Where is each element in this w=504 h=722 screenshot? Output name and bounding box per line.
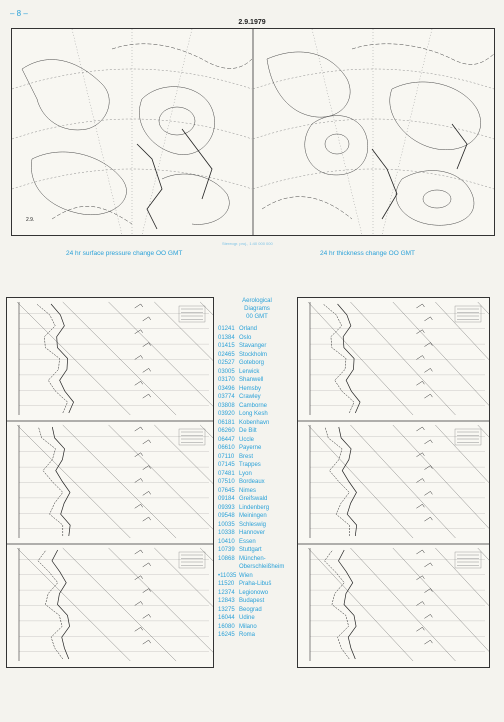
issue-date: 2.9.1979 (238, 19, 266, 26)
station-code: 09393 (218, 504, 235, 511)
station-name: Lindenberg (239, 504, 270, 511)
station-name: Orland (239, 326, 258, 332)
station-row (218, 623, 296, 632)
station-name: Schleswig (239, 521, 267, 528)
station-name: Budapest (239, 598, 265, 604)
station-row (218, 461, 296, 470)
station-name: Crawley (239, 394, 261, 400)
station-code: 06447 (218, 436, 235, 443)
station-row (218, 487, 296, 496)
station-name: Roma (239, 632, 256, 638)
station-name: Meiningen (239, 513, 267, 519)
station-row (218, 631, 296, 640)
station-row (218, 325, 296, 334)
left-map (12, 29, 252, 235)
station-code: 07645 (218, 487, 235, 494)
station-row (218, 419, 296, 428)
station-code: 16245 (218, 632, 235, 638)
station-code: 09548 (218, 513, 235, 519)
aerological-diagram (298, 544, 489, 661)
station-row (218, 546, 296, 555)
station-name: Lyon (239, 470, 252, 477)
station-row (218, 589, 296, 598)
station-name: De Bilt (239, 428, 257, 434)
station-row (218, 402, 296, 411)
station-code: 03170 (218, 377, 235, 383)
station-row (218, 393, 296, 402)
station-name: Praha-Libuš (239, 581, 272, 587)
station-row (218, 529, 296, 538)
station-code: 13275 (218, 606, 235, 613)
station-code: 10410 (218, 538, 235, 545)
station-name: Lerwick (239, 368, 260, 375)
station-code: 03808 (218, 402, 235, 409)
station-name: Kobenhavn (239, 419, 270, 426)
station-row (218, 436, 296, 445)
station-row (218, 444, 296, 453)
station-name: Stockholm (239, 351, 268, 358)
station-row (218, 572, 296, 581)
station-name: Brest (239, 453, 254, 460)
aerological-diagrams-right (297, 297, 490, 668)
station-name: Nimes (239, 487, 257, 494)
right-map-caption: 24 hr thickness change OO GMT (320, 250, 416, 257)
station-code: 01415 (218, 343, 235, 349)
station-name: Long Kesh (239, 411, 268, 417)
aerological-diagram (308, 302, 489, 415)
station-name: Beograd (239, 606, 262, 613)
aerological-diagrams-left (6, 297, 214, 668)
aerological-diagrams-left-drawing (7, 298, 213, 667)
station-code: 06181 (218, 419, 235, 426)
left-map-label: 2.9. (26, 217, 35, 223)
aerological-diagram (298, 421, 489, 538)
station-row (218, 385, 296, 394)
station-code: •11035 (218, 572, 237, 579)
station-row (218, 470, 296, 479)
station-code: 01241 (218, 326, 235, 332)
station-code: 10739 (218, 547, 235, 553)
station-name: Legionowo (239, 589, 269, 596)
station-name: Camborne (239, 402, 268, 409)
station-code: 07481 (218, 470, 235, 477)
station-row (218, 504, 296, 513)
station-row (218, 538, 296, 547)
station-name: Milano (239, 623, 257, 630)
station-row (218, 334, 296, 343)
station-name: Hannover (239, 530, 266, 536)
station-row (218, 478, 296, 487)
station-name: Oberschleißheim (239, 564, 285, 570)
station-code: 16080 (218, 623, 235, 630)
page-number: – 8 – (10, 9, 28, 18)
station-row (218, 359, 296, 368)
station-code: 07145 (218, 462, 235, 468)
station-code: 10868 (218, 555, 235, 562)
station-name: München- (239, 555, 266, 562)
station-code: 03774 (218, 394, 235, 400)
station-name: Essen (239, 538, 256, 545)
aerological-diagram (7, 421, 213, 538)
station-code: 11520 (218, 581, 235, 587)
station-name: Shanwell (239, 377, 264, 383)
aerological-diagrams-right-drawing (298, 298, 489, 667)
station-code: 02465 (218, 351, 235, 358)
station-code: 03920 (218, 411, 235, 417)
station-row (218, 342, 296, 351)
station-row (218, 597, 296, 606)
station-list (218, 297, 296, 640)
station-name: Oslo (239, 334, 252, 341)
station-name: Trappes (239, 462, 261, 468)
station-list-title-line1: Aerological (242, 298, 272, 304)
station-name: Goteborg (239, 360, 265, 366)
station-name: Wien (239, 572, 253, 579)
station-code: 10035 (218, 521, 235, 528)
projection-note: Stereogr. proj., 1:40 000 000 (222, 241, 273, 246)
station-row (218, 580, 296, 589)
station-code: 16044 (218, 615, 235, 621)
station-row (218, 368, 296, 377)
station-name: Payerne (239, 445, 262, 451)
station-row (218, 606, 296, 615)
station-code: 06260 (218, 428, 235, 434)
station-row (218, 555, 296, 564)
station-row (218, 410, 296, 419)
station-name: Greifswald (239, 496, 268, 502)
station-name: Hemsby (239, 385, 262, 392)
station-code: 06610 (218, 445, 235, 451)
station-row (218, 427, 296, 436)
station-row (218, 495, 296, 504)
station-row (218, 453, 296, 462)
station-list-title-line2: Diagrams (244, 306, 270, 312)
station-rows (218, 325, 296, 640)
station-row (218, 351, 296, 360)
left-map-caption: 24 hr surface pressure change OO GMT (66, 250, 183, 257)
station-row (218, 512, 296, 521)
aerological-diagram (7, 544, 213, 661)
station-row (218, 563, 296, 572)
station-code: 12374 (218, 589, 235, 596)
weather-maps-drawing (12, 29, 494, 235)
weather-maps-panel (11, 28, 495, 236)
station-name: Bordeaux (239, 479, 265, 485)
station-name: Udine (239, 615, 255, 621)
aerological-diagram (17, 302, 213, 415)
station-code: 09184 (218, 496, 235, 502)
station-name: Stuttgart (239, 547, 262, 553)
right-map (253, 29, 494, 235)
station-code: 07110 (218, 453, 235, 460)
station-row (218, 521, 296, 530)
station-row (218, 376, 296, 385)
station-code: 12843 (218, 598, 235, 604)
station-code: 03005 (218, 368, 235, 375)
station-row (218, 614, 296, 623)
station-code: 03496 (218, 385, 235, 392)
station-code: 07510 (218, 479, 235, 485)
station-list-title-line3: 00 GMT (246, 314, 268, 320)
station-code: 02527 (218, 360, 235, 366)
station-name: Stavanger (239, 343, 267, 349)
station-code: 01384 (218, 334, 235, 341)
station-name: Uccle (239, 436, 255, 443)
station-code: 10338 (218, 530, 235, 536)
